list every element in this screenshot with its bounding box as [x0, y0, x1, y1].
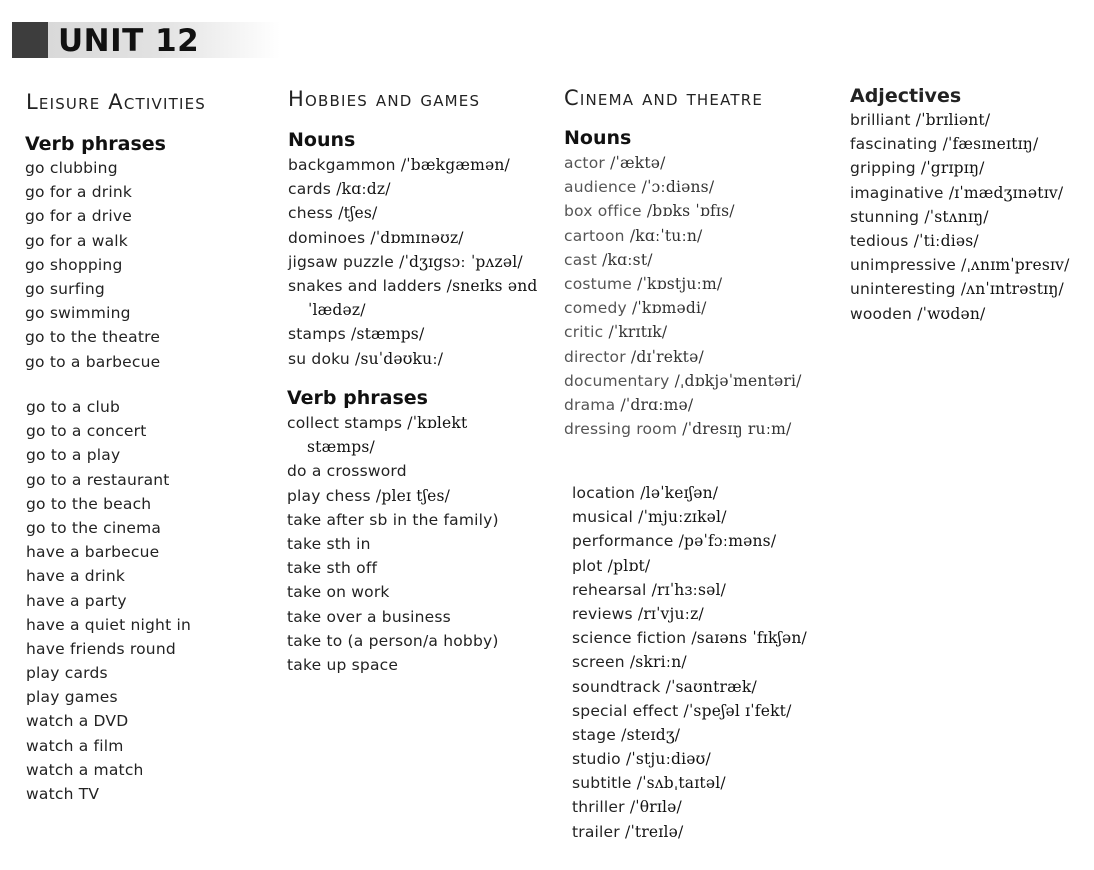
vocab-word: cartoon: [564, 226, 625, 245]
vocab-item: [564, 345, 802, 369]
vocab-pronunciation: /kɑːdz/: [336, 180, 391, 199]
vocab-pronunciation: /ˈkɒmədi/: [632, 299, 707, 318]
vocab-item: [564, 151, 802, 175]
vocab-item: [850, 229, 1070, 253]
vocab-word: audience: [564, 178, 637, 197]
vocab-item: have a barbecue: [26, 543, 160, 562]
cinema-nouns-list-2: [572, 481, 807, 844]
vocab-pronunciation: /ˈkrɪtɪk/: [608, 323, 668, 342]
vocab-pronunciation: /skriːn/: [629, 653, 687, 672]
vocab-word: take sth off: [287, 559, 378, 578]
vocab-word: director: [564, 347, 626, 366]
vocab-word: box office: [564, 202, 642, 221]
vocab-item: have a party: [26, 591, 127, 610]
vocab-word: uninteresting: [850, 280, 956, 299]
vocab-item: go to the cinema: [26, 518, 162, 537]
vocab-item: [850, 181, 1070, 205]
vocab-word: dressing room: [564, 420, 678, 439]
vocab-pronunciation: /ˌdɒkjəˈmentəri/: [674, 371, 802, 390]
vocab-pronunciation: /ˈwʊdən/: [917, 304, 986, 323]
vocab-item: go to the theatre: [25, 328, 161, 347]
vocab-pronunciation: /ˈdʒɪgsɔː ˈpʌzəl/: [399, 252, 523, 271]
vocab-word: screen: [572, 653, 625, 672]
vocab-pronunciation: /ˈtiːdiəs/: [913, 231, 979, 250]
vocab-item: [572, 820, 807, 844]
vocab-item: [287, 653, 499, 677]
vocab-item: [564, 199, 802, 223]
vocab-word: costume: [564, 274, 633, 293]
vocab-word: wooden: [850, 304, 913, 323]
vocab-word: tedious: [850, 231, 909, 250]
vocab-item: [850, 108, 1070, 132]
hobbies-nouns-list: [288, 153, 538, 371]
vocab-item: [850, 156, 1070, 180]
vocab-item: [288, 226, 538, 250]
vocab-pronunciation: /kɑːst/: [602, 250, 653, 269]
vocab-pronunciation: /ˈgrɪpɪŋ/: [920, 159, 985, 178]
vocab-item: [287, 411, 499, 459]
unit-title: UNIT 12: [58, 23, 200, 59]
vocab-item: [850, 302, 1070, 326]
vocab-item: [288, 347, 538, 371]
adjectives-list: [850, 108, 1070, 326]
vocab-pronunciation: /ˈsaʊntræk/: [665, 677, 757, 696]
vocab-item: [564, 248, 802, 272]
vocab-word: take sth in: [287, 534, 371, 553]
vocab-word: trailer: [572, 822, 620, 841]
vocab-item: go to a restaurant: [26, 470, 170, 489]
vocab-pronunciation: /ˈbrɪliənt/: [915, 111, 991, 129]
vocab-word: snakes and ladders: [288, 276, 442, 295]
vocab-item: [288, 177, 538, 201]
vocab-pronunciation-continued: ˈlædəz/: [308, 301, 366, 320]
vocab-pronunciation: /ˈkɒstjuːm/: [637, 274, 723, 293]
vocab-item: [564, 272, 802, 296]
vocab-item: go swimming: [25, 304, 131, 323]
vocab-pronunciation: /ˈæktə/: [610, 154, 666, 172]
cinema-heading: Cinema and theatre: [564, 86, 764, 110]
vocab-item: [850, 205, 1070, 229]
vocab-item: [287, 508, 499, 532]
vocab-word: collect stamps: [287, 414, 403, 432]
vocab-word: special effect: [572, 701, 679, 720]
vocab-item: [572, 650, 807, 674]
vocab-word: studio: [572, 750, 621, 769]
vocab-item: [287, 629, 499, 653]
vocab-pronunciation: /ˈfæsɪneɪtɪŋ/: [942, 135, 1039, 154]
vocab-pronunciation: /pleɪ tʃes/: [375, 486, 451, 505]
vocab-item: [288, 250, 538, 274]
vocab-word: location: [572, 484, 636, 502]
vocab-item: [287, 580, 499, 604]
vocab-word: take to (a person/a hobby): [287, 631, 499, 650]
vocab-item: [572, 529, 807, 553]
vocab-pronunciation: /ˌʌnɪmˈpresɪv/: [961, 256, 1070, 275]
vocab-item: play cards: [26, 664, 108, 683]
unit-header-block: [12, 22, 48, 58]
vocab-item: [850, 277, 1070, 301]
vocab-word: backgammon: [288, 156, 396, 174]
vocab-pronunciation: /ɪˈmædʒɪnətɪv/: [948, 183, 1064, 202]
vocab-item: [850, 253, 1070, 277]
vocab-pronunciation: /ˈdɒmɪnəʊz/: [370, 228, 464, 247]
vocab-word: reviews: [572, 604, 633, 623]
vocab-item: [564, 393, 802, 417]
vocab-item: watch TV: [26, 785, 100, 803]
vocab-item: [572, 554, 807, 578]
leisure-verb-phrases-heading: Verb phrases: [25, 133, 166, 155]
vocab-word: subtitle: [572, 774, 632, 793]
vocab-item: go for a walk: [25, 231, 128, 250]
vocab-word: science fiction: [572, 629, 687, 648]
vocab-item: go for a drive: [25, 207, 132, 226]
vocab-item: [572, 699, 807, 723]
vocab-item: [288, 201, 538, 225]
vocab-item: [572, 771, 807, 795]
vocab-pronunciation: /ˈtreɪlə/: [625, 822, 684, 841]
hobbies-verbs-list: [287, 411, 499, 677]
vocab-item: [287, 556, 499, 580]
vocab-item: go to a club: [26, 398, 121, 416]
vocab-item: watch a film: [26, 736, 124, 755]
vocab-item: have friends round: [26, 639, 176, 658]
vocab-pronunciation: /tʃes/: [338, 204, 378, 223]
vocab-word: performance: [572, 532, 674, 551]
vocab-item: watch a DVD: [26, 712, 129, 731]
vocab-pronunciation: /kɑːˈtuːn/: [629, 226, 703, 245]
vocab-pronunciation: /rɪˈvjuːz/: [637, 604, 704, 623]
vocab-word: dominoes: [288, 228, 366, 247]
vocab-item: [572, 723, 807, 747]
leisure-list-1: [25, 156, 160, 374]
vocab-word: drama: [564, 395, 616, 414]
vocab-pronunciation: /ˈdrɑːmə/: [620, 395, 694, 414]
vocab-pronunciation: /ˈsʌbˌtaɪtəl/: [636, 774, 726, 793]
vocab-word: do a crossword: [287, 462, 407, 481]
vocab-pronunciation: /plɒt/: [607, 556, 651, 575]
vocab-pronunciation: /ˈθrɪlə/: [629, 798, 682, 817]
vocab-item: [287, 532, 499, 556]
vocab-word: chess: [288, 204, 334, 223]
vocab-item: go surfing: [25, 279, 105, 298]
vocab-pronunciation: /ˈstjuːdiəʊ/: [625, 750, 711, 769]
vocab-word: cards: [288, 180, 332, 199]
leisure-heading: Leisure Activities: [26, 90, 206, 114]
vocab-pronunciation: /ˈstʌnɪŋ/: [924, 207, 989, 226]
vocab-pronunciation: /suˈdəʊkuː/: [355, 349, 444, 368]
vocab-pronunciation: /ˈspeʃəl ɪˈfekt/: [683, 701, 792, 720]
vocab-word: stunning: [850, 207, 920, 226]
hobbies-heading: Hobbies and games: [288, 87, 481, 111]
vocab-word: unimpressive: [850, 256, 957, 275]
adjectives-heading: Adjectives: [850, 85, 962, 107]
vocab-word: musical: [572, 508, 634, 527]
vocab-item: [572, 481, 807, 505]
vocab-item: [564, 320, 802, 344]
vocab-pronunciation: /pəˈfɔːməns/: [678, 532, 777, 551]
vocab-word: rehearsal: [572, 580, 647, 599]
vocab-item: go shopping: [25, 255, 123, 274]
vocab-item: have a drink: [26, 567, 126, 586]
vocab-word: critic: [564, 323, 604, 342]
vocab-item: go to a barbecue: [25, 352, 161, 371]
vocab-pronunciation: /ˈɔːdiəns/: [641, 178, 715, 197]
vocab-pronunciation: /ˈbækgæmən/: [400, 156, 510, 174]
hobbies-verb-phrases-heading: Verb phrases: [287, 387, 428, 409]
cinema-nouns-heading: Nouns: [564, 127, 632, 149]
vocab-word: actor: [564, 154, 605, 172]
vocab-word: jigsaw puzzle: [288, 252, 395, 271]
vocab-word: soundtrack: [572, 677, 661, 696]
vocab-word: take after sb in the family): [287, 510, 499, 529]
vocab-item: [850, 132, 1070, 156]
vocab-word: stamps: [288, 325, 346, 344]
vocab-pronunciation: /ləˈkeɪʃən/: [640, 484, 719, 502]
vocab-word: take up space: [287, 655, 399, 674]
cinema-nouns-list-1: [564, 151, 802, 441]
vocab-pronunciation: /ˈkɒlekt: [407, 414, 468, 432]
vocab-word: thriller: [572, 798, 625, 817]
vocab-item: [564, 369, 802, 393]
vocab-item: [564, 417, 802, 441]
vocab-item: [572, 505, 807, 529]
vocab-item: [572, 747, 807, 771]
vocab-item: [564, 296, 802, 320]
vocab-word: play chess: [287, 486, 371, 505]
vocab-item: go for a drink: [25, 183, 133, 202]
vocab-pronunciation: /ˈdresɪŋ ruːm/: [682, 420, 792, 439]
vocab-item: go to a concert: [26, 422, 147, 441]
vocab-word: take on work: [287, 583, 390, 602]
vocab-item: [572, 578, 807, 602]
vocab-item: [288, 274, 538, 322]
vocab-item: [564, 224, 802, 248]
vocab-pronunciation: /bɒks ˈɒfɪs/: [646, 202, 735, 221]
vocab-item: [287, 605, 499, 629]
vocab-item: [572, 626, 807, 650]
vocab-item: have a quiet night in: [26, 615, 192, 634]
vocab-pronunciation: /ʌnˈɪntrəstɪŋ/: [960, 280, 1064, 299]
vocab-item: [564, 175, 802, 199]
vocab-word: fascinating: [850, 135, 938, 154]
vocab-pronunciation: /rɪˈhɜːsəl/: [651, 580, 727, 599]
vocab-item: play games: [26, 688, 118, 707]
vocab-item: go to the beach: [26, 494, 152, 513]
vocab-pronunciation: /dɪˈrektə/: [630, 347, 704, 366]
vocab-word: brilliant: [850, 111, 911, 129]
vocab-word: cast: [564, 250, 597, 269]
leisure-list-2: [26, 395, 191, 806]
vocab-item: [287, 484, 499, 508]
vocab-word: comedy: [564, 299, 627, 318]
vocab-item: [288, 322, 538, 346]
vocab-word: imaginative: [850, 183, 944, 202]
vocab-word: plot: [572, 556, 603, 575]
vocab-pronunciation: /saɪəns ˈfɪkʃən/: [691, 629, 807, 648]
vocab-word: su doku: [288, 349, 350, 368]
vocab-item: [288, 153, 538, 177]
vocab-item: [572, 795, 807, 819]
vocab-item: go clubbing: [25, 159, 118, 177]
vocab-pronunciation: /steɪdʒ/: [621, 725, 681, 744]
vocab-item: [572, 602, 807, 626]
vocab-pronunciation: /stæmps/: [351, 325, 425, 344]
vocab-item: watch a match: [26, 760, 144, 779]
vocab-pronunciation: /sneɪks ənd: [446, 276, 538, 295]
hobbies-nouns-heading: Nouns: [288, 129, 356, 151]
vocab-word: take over a business: [287, 607, 451, 626]
vocab-word: gripping: [850, 159, 916, 178]
vocab-item: [572, 675, 807, 699]
vocab-word: stage: [572, 725, 617, 744]
vocab-pronunciation-continued: stæmps/: [307, 438, 375, 457]
vocab-item: go to a play: [26, 446, 121, 465]
vocab-pronunciation: /ˈmjuːzɪkəl/: [638, 508, 727, 527]
vocab-word: documentary: [564, 371, 670, 390]
vocab-item: [287, 459, 499, 483]
